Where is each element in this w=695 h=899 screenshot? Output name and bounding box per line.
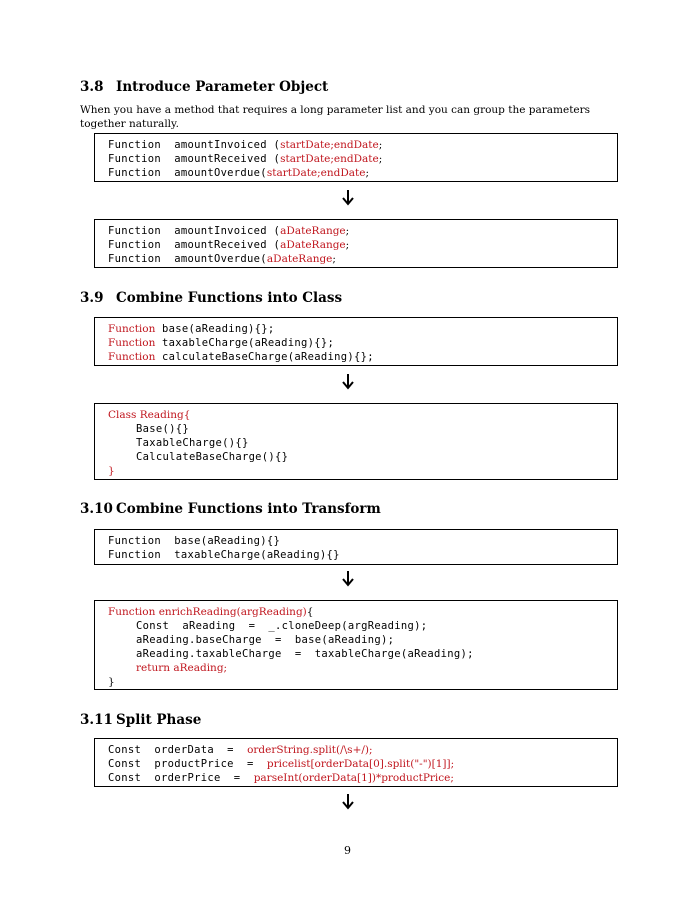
page-number: 9: [344, 844, 351, 857]
code-line: Function amountReceived (aDateRange;: [108, 239, 350, 251]
code-line: aReading.baseCharge = base(aReading);: [136, 634, 395, 646]
code-line: Function amountReceived (startDate;endDate;: [108, 153, 383, 165]
code-line: }: [108, 465, 115, 477]
section-heading: Combine Functions into Class: [116, 290, 343, 306]
code-line: Const aReading = _.cloneDeep(argReading);: [136, 620, 428, 632]
code-line: Function amountOverdue(startDate;endDate;: [108, 167, 370, 179]
code-line: Function enrichReading(argReading){: [108, 606, 314, 618]
section-number: 3.9: [80, 290, 104, 306]
code-line: aReading.taxableCharge = taxableCharge(aReading);: [136, 648, 474, 660]
code-box-before-combine-class: [94, 317, 618, 366]
code-box-after-parameter-object: [94, 219, 618, 268]
intro-paragraph: When you have a method that requires a long parameter list and you can group the parameters together naturally.: [80, 104, 591, 130]
down-arrow-icon: [341, 190, 355, 206]
code-box-after-combine-class: [94, 403, 618, 480]
section-number: 3.8: [80, 79, 104, 95]
code-line: Function taxableCharge(aReading){};: [108, 337, 335, 349]
section-heading: Combine Functions into Transform: [116, 501, 381, 517]
code-line: Function amountInvoiced (aDateRange;: [108, 225, 350, 237]
down-arrow-icon: [341, 374, 355, 390]
section-title-3-9: [80, 290, 342, 306]
section-number: 3.11: [80, 712, 113, 728]
code-box-split-phase: [94, 738, 618, 787]
code-line: Base(){}: [136, 423, 189, 435]
code-line: Function amountOverdue(aDateRange;: [108, 253, 336, 265]
code-line: }: [108, 676, 115, 688]
code-line: Class Reading{: [108, 409, 191, 421]
code-line: TaxableCharge(){}: [136, 437, 249, 449]
code-line: Function base(aReading){}: [108, 535, 281, 547]
code-box-after-transform: [94, 600, 618, 690]
section-title-3-8: [80, 79, 328, 95]
code-line: CalculateBaseCharge(){}: [136, 451, 289, 463]
code-line: Function calculateBaseCharge(aReading){};: [108, 351, 374, 363]
down-arrow-icon: [341, 571, 355, 587]
section-title-3-10: [80, 501, 381, 517]
code-line: Const productPrice = pricelist[orderData[0].split("-")[1]];: [108, 758, 455, 770]
code-box-before-parameter-object: [94, 133, 618, 182]
down-arrow-icon: [341, 794, 355, 810]
section-heading: Introduce Parameter Object: [116, 79, 329, 95]
section-number: 3.10: [80, 501, 113, 517]
code-line: Const orderData = orderString.split(/\s+/);: [108, 744, 373, 756]
section-title-3-11: [80, 712, 201, 728]
code-line: Function amountInvoiced (startDate;endDate;: [108, 139, 383, 151]
code-line: Function base(aReading){};: [108, 323, 275, 335]
code-line: return aReading;: [136, 662, 228, 674]
code-line: Const orderPrice = parseInt(orderData[1])*productPrice;: [108, 772, 454, 784]
code-line: Function taxableCharge(aReading){}: [108, 549, 340, 561]
code-box-before-transform: [94, 529, 618, 565]
section-heading: Split Phase: [116, 712, 202, 728]
